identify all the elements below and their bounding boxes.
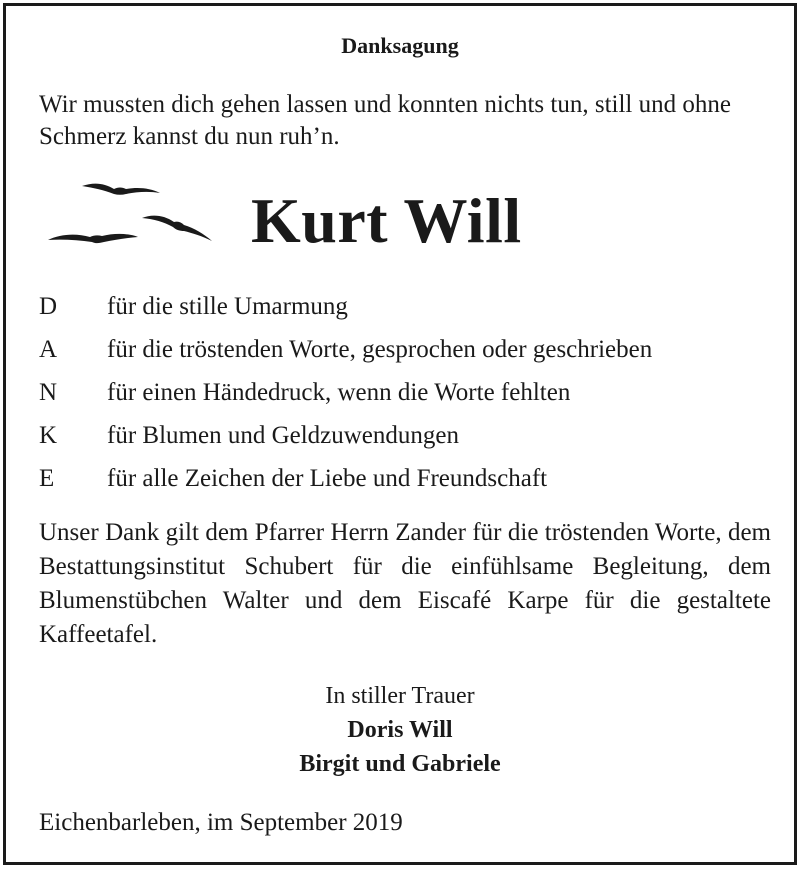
signature-intro: In stiller Trauer bbox=[325, 683, 475, 709]
danke-row bbox=[39, 377, 779, 411]
signature-name: Doris Will bbox=[347, 717, 453, 743]
danke-text: für einen Händedruck, wenn die Worte fehlten bbox=[107, 379, 571, 406]
notice-heading: Danksagung bbox=[341, 33, 459, 58]
danke-letter: D bbox=[39, 293, 58, 320]
danke-letter: N bbox=[39, 379, 58, 406]
thanks-paragraph: Unser Dank gilt dem Pfarrer Herrn Zander für die tröstenden Worte, dem Bestattungsinstitut Schubert für die einfühlsame Begleitung, dem Blumenstübchen Walter und dem Eiscafé Karpe für die gestaltete Kaffeetafel. bbox=[39, 519, 771, 648]
deceased-name: Kurt Will bbox=[251, 185, 522, 256]
danke-letter: A bbox=[39, 336, 58, 363]
signature-family: Birgit und Gabriele bbox=[299, 751, 501, 777]
danke-row bbox=[39, 291, 779, 325]
danke-row bbox=[39, 463, 779, 497]
danke-text: für alle Zeichen der Liebe und Freundschaft bbox=[107, 465, 548, 492]
obituary-notice bbox=[3, 3, 797, 865]
place-date: Eichenbarleben, im September 2019 bbox=[39, 809, 403, 836]
birds-icon bbox=[42, 178, 232, 263]
danke-letter: K bbox=[39, 422, 58, 449]
danke-row bbox=[39, 334, 779, 368]
danke-text: für die tröstenden Worte, gesprochen oder geschrieben bbox=[107, 336, 653, 363]
danke-letter: E bbox=[39, 465, 55, 492]
intro-text: Wir mussten dich gehen lassen und konnten nichts tun, still und ohne Schmerz kannst du nun ruh’n. bbox=[39, 91, 731, 150]
danke-text: für Blumen und Geldzuwendungen bbox=[107, 422, 460, 449]
danke-text: für die stille Umarmung bbox=[107, 293, 348, 320]
danke-row bbox=[39, 420, 779, 454]
